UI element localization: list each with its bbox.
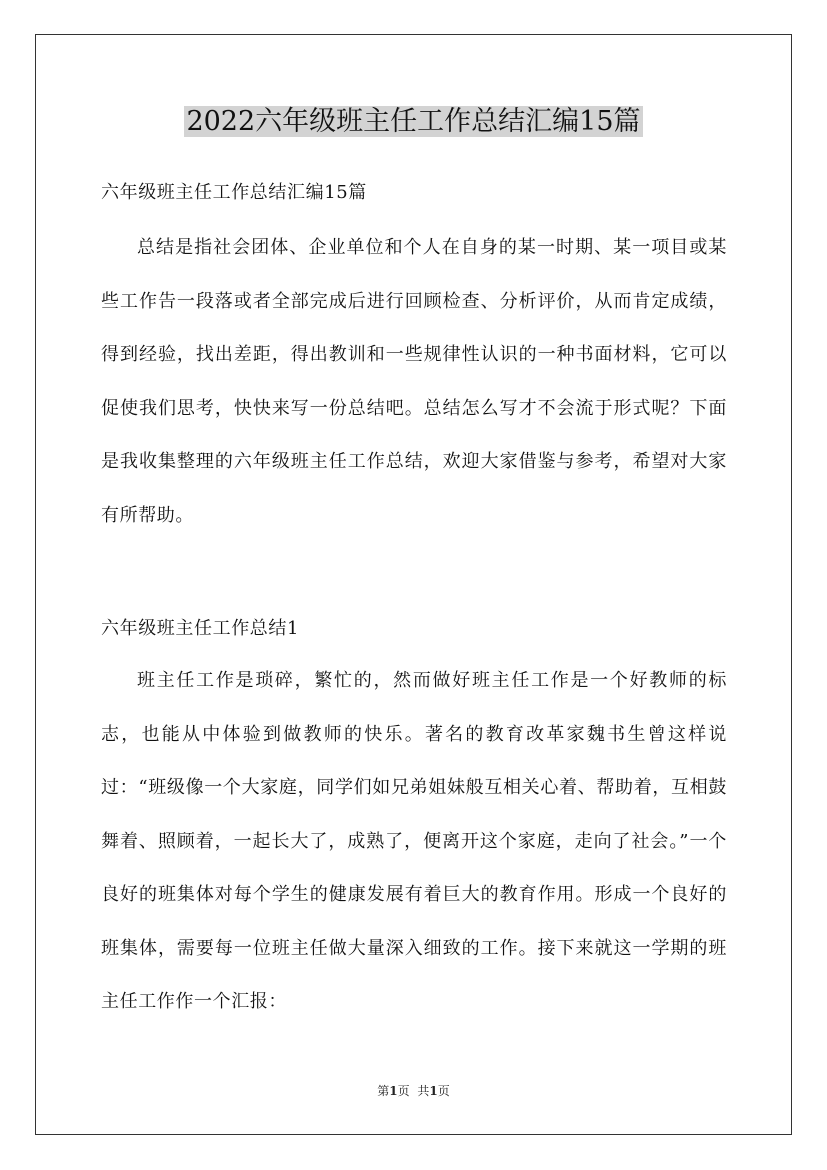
page-suffix: 页 [397,1084,410,1098]
total-pages: 1 [429,1084,438,1098]
document-title [0,104,827,140]
document-title-text: 2022六年级班主任工作总结汇编15篇 [186,106,641,137]
section-heading: 六年级班主任工作总结1 [101,618,300,639]
page-footer [0,1083,827,1099]
document-subtitle: 六年级班主任工作总结汇编15篇 [101,182,367,203]
section-paragraph: 班主任工作是琐碎，繁忙的，然而做好班主任工作是一个好教师的标志，也能从中体验到做教师的快乐。著名的教育改革家魏书生曾这样说过：“班级像一个大家庭，同学们如兄弟姐妹般互相关心着、帮助着，互相鼓舞着、照顾着，一起长大了，成熟了，便离开这个家庭，走向了社会。”一个良好的班集体对每个学生的健康发展有着巨大的教育作用。形成一个良好的班集体，需要每一位班主任做大量深入细致的工作。接下来就这一学期的班主任工作作一个汇报： [101,670,727,1012]
section-body [101,654,727,1029]
intro-section [101,221,727,542]
total-prefix: 共 [417,1084,430,1098]
total-suffix: 页 [437,1084,450,1098]
page-prefix: 第 [377,1084,390,1098]
intro-paragraph: 总结是指社会团体、企业单位和个人在自身的某一时期、某一项目或某些工作告一段落或者全部完成后进行回顾检查、分析评价，从而肯定成绩，得到经验，找出差距，得出教训和一些规律性认识的一种书面材料，它可以促使我们思考，快快来写一份总结吧。总结怎么写才不会流于形式呢？下面是我收集整理的六年级班主任工作总结，欢迎大家借鉴与参考，希望对大家有所帮助。 [101,237,727,526]
page-number: 1 [389,1084,398,1098]
